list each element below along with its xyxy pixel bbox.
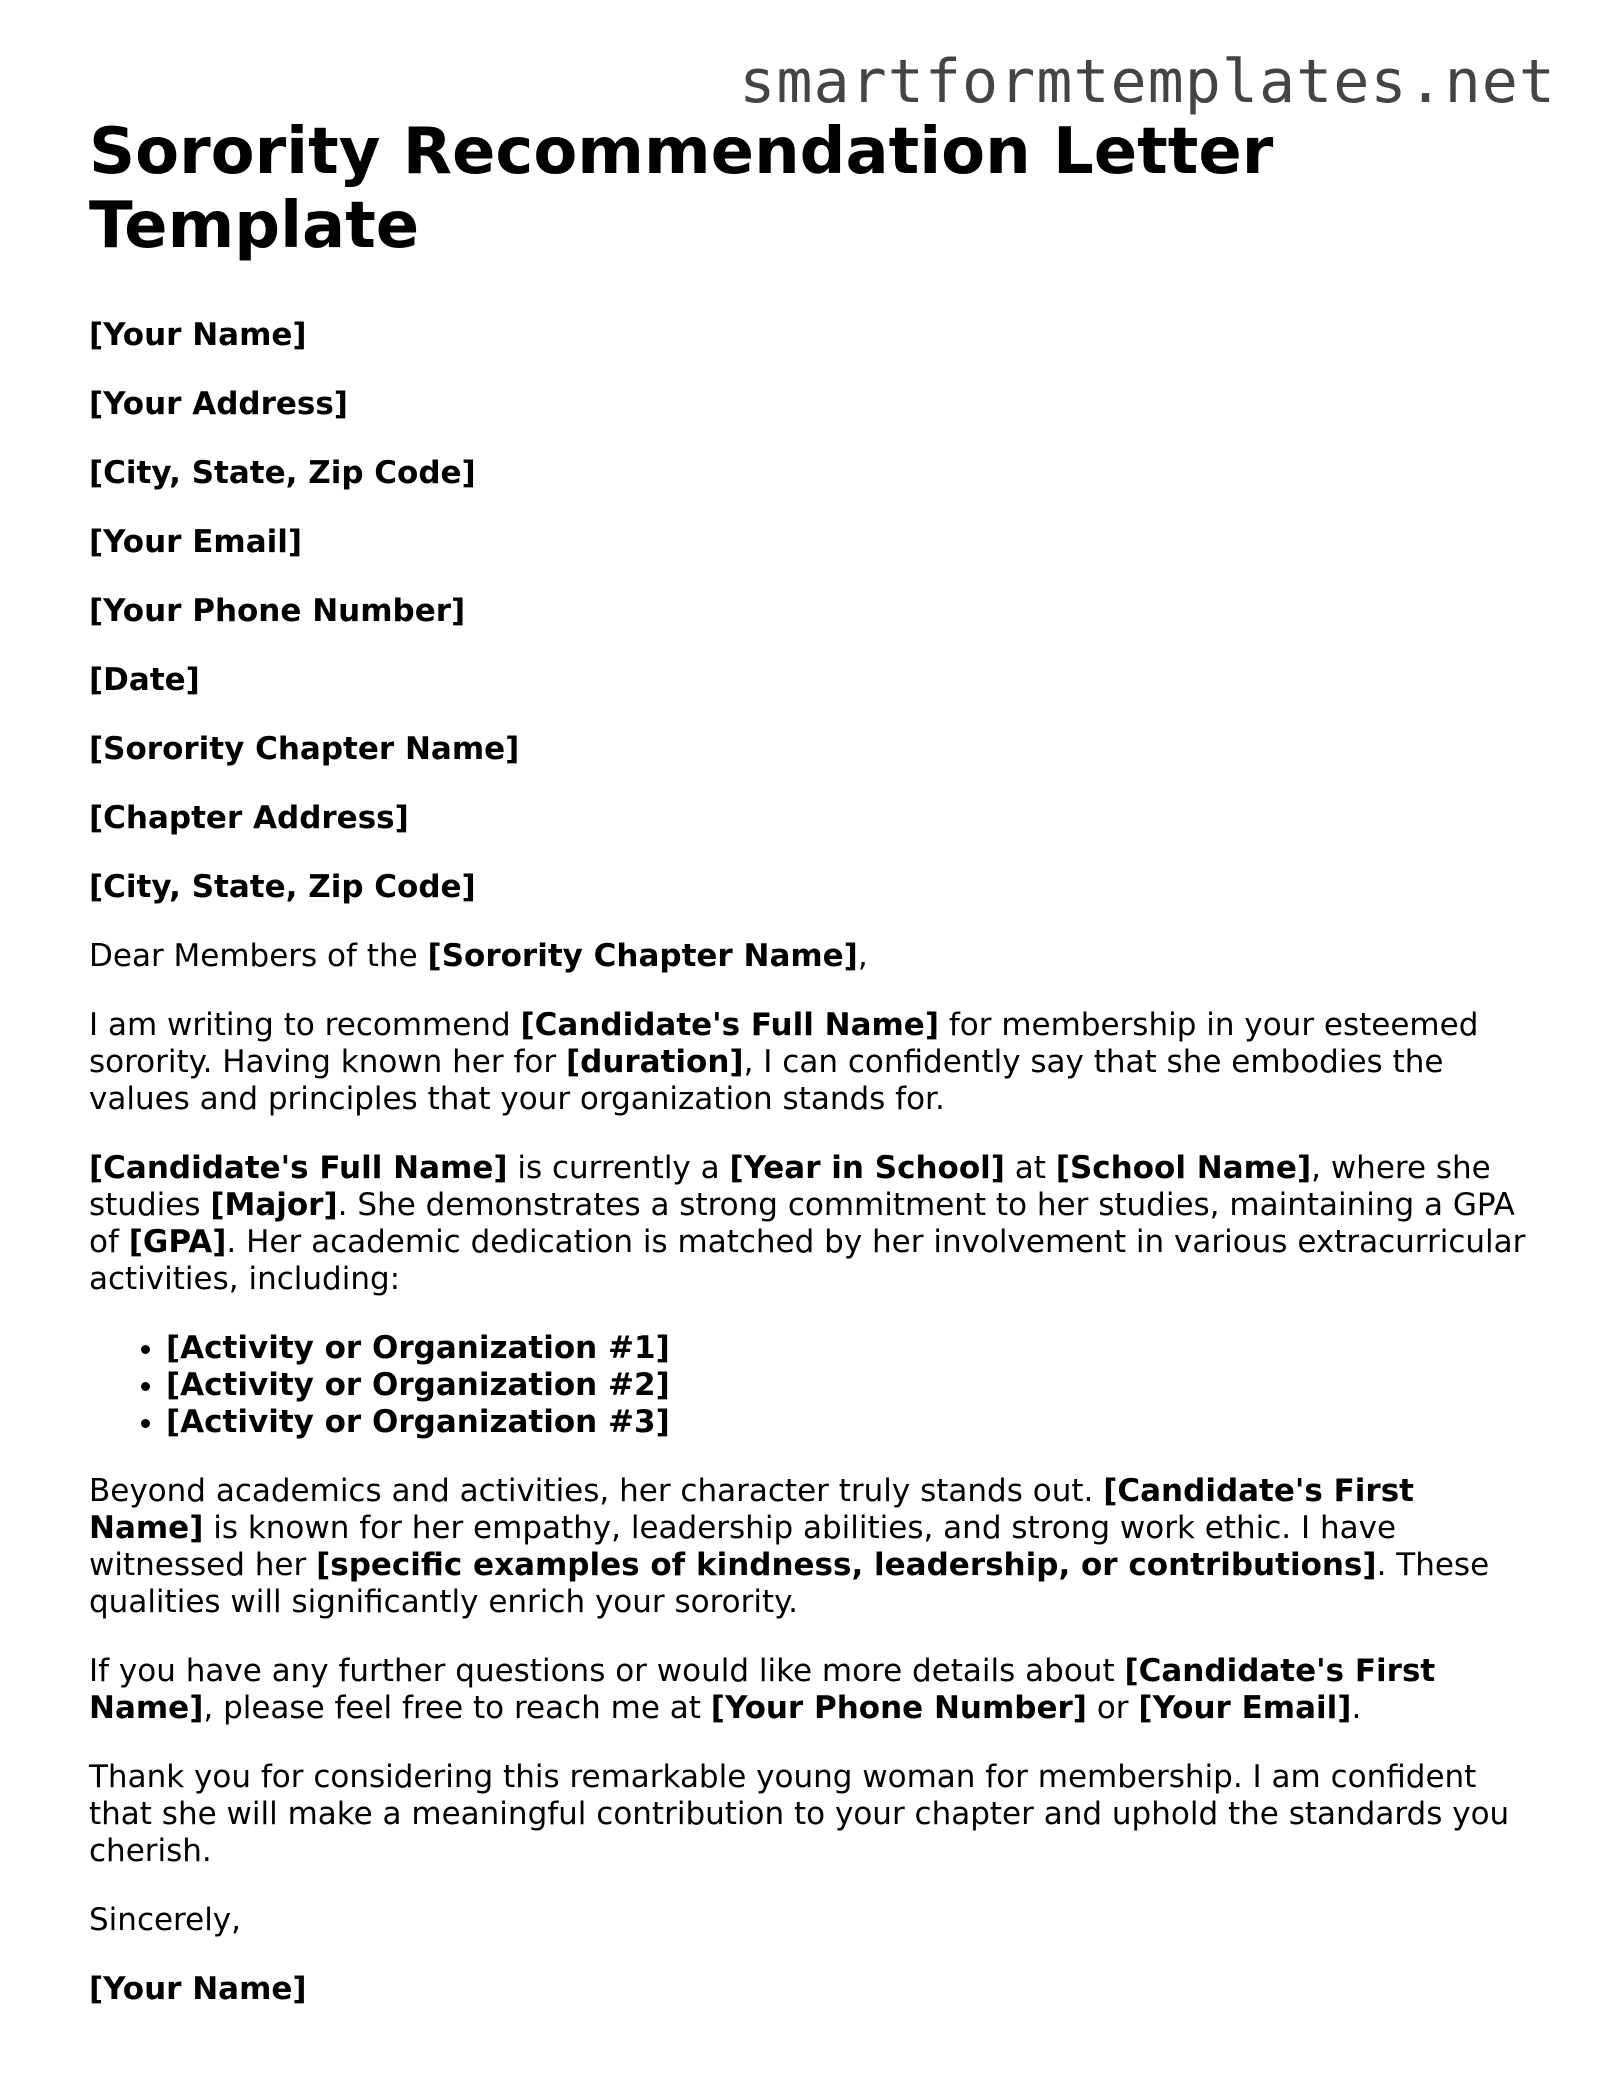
school-placeholder: [School Name] xyxy=(1055,1150,1312,1186)
paragraph-academics xyxy=(89,1150,1529,1298)
recipient-chapter-address: [Chapter Address] xyxy=(89,800,409,836)
sender-city-state-zip: [City, State, Zip Code] xyxy=(89,455,476,491)
activities-list xyxy=(89,1330,1529,1441)
text: at xyxy=(1004,1150,1056,1186)
text: or xyxy=(1086,1690,1139,1726)
paragraph-character xyxy=(89,1473,1529,1621)
salutation-chapter: [Sorority Chapter Name] xyxy=(427,938,858,974)
duration-placeholder: [duration] xyxy=(565,1044,744,1080)
candidate-first-name: [Candidate's First Name] xyxy=(89,1653,1436,1726)
text: is known for her empathy, leadership abilities, and strong work ethic. I have witnessed her xyxy=(89,1510,1397,1583)
letter-date: [Date] xyxy=(89,662,200,698)
recipient-city-state-zip: [City, State, Zip Code] xyxy=(89,869,476,905)
page-title: Sorority Recommendation Letter Template xyxy=(89,115,1274,263)
paragraph-contact xyxy=(89,1653,1529,1727)
candidate-first-name: [Candidate's First Name] xyxy=(89,1473,1414,1546)
text: . She demonstrates a strong commitment to her studies, maintaining a GPA of xyxy=(89,1187,1515,1260)
candidate-full-name: [Candidate's Full Name] xyxy=(520,1007,939,1043)
list-item: • [Activity or Organization #3] xyxy=(166,1404,1529,1441)
signature xyxy=(89,1971,1529,2008)
paragraph-thanks: Thank you for considering this remarkable young woman for membership. I am confident that she will make a meaningful contribution to your chapter and uphold the standards you cherish. xyxy=(89,1759,1510,1869)
text: Beyond academics and activities, her character truly stands out. xyxy=(89,1473,1104,1509)
sender-block xyxy=(89,317,1529,906)
phone-placeholder: [Your Phone Number] xyxy=(710,1690,1087,1726)
gpa-placeholder: [GPA] xyxy=(128,1224,227,1260)
text: If you have any further questions or would like more details about xyxy=(89,1653,1125,1689)
text: . xyxy=(1351,1690,1362,1726)
text: . Her academic dedication is matched by her involvement in various extracurricular activities, including: xyxy=(89,1224,1526,1297)
major-placeholder: [Major] xyxy=(210,1187,338,1223)
text: is currently a xyxy=(507,1150,730,1186)
paragraph-intro xyxy=(89,1007,1529,1118)
email-placeholder: [Your Email] xyxy=(1138,1690,1352,1726)
text: for membership in your esteemed sorority. Having known her for xyxy=(89,1007,1479,1080)
text: , where she studies xyxy=(89,1150,1491,1223)
text: I am writing to recommend xyxy=(89,1007,521,1043)
recipient-chapter-name: [Sorority Chapter Name] xyxy=(89,731,520,767)
candidate-full-name: [Candidate's Full Name] xyxy=(89,1150,508,1186)
salutation-prefix: Dear Members of the xyxy=(89,938,428,974)
list-item: • [Activity or Organization #1] xyxy=(166,1330,1529,1367)
year-placeholder: [Year in School] xyxy=(729,1150,1005,1186)
sender-address: [Your Address] xyxy=(89,386,348,422)
letter-document xyxy=(89,115,1529,2008)
watermark-site: smartformtemplates.net xyxy=(739,47,1556,117)
text: , I can confidently say that she embodies the values and principles that your organization stands for. xyxy=(89,1044,1444,1117)
text: . These qualities will significantly enrich your sorority. xyxy=(89,1547,1490,1620)
salutation-suffix: , xyxy=(857,938,868,974)
sender-email: [Your Email] xyxy=(89,524,303,560)
closing: Sincerely, xyxy=(89,1902,242,1938)
salutation xyxy=(89,938,1529,975)
sender-name: [Your Name] xyxy=(89,317,307,353)
sender-phone: [Your Phone Number] xyxy=(89,593,466,629)
list-item: • [Activity or Organization #2] xyxy=(166,1367,1529,1404)
examples-placeholder: [specific examples of kindness, leadership, or contributions] xyxy=(316,1547,1377,1583)
signature-name: [Your Name] xyxy=(89,1971,307,2007)
text: , please feel free to reach me at xyxy=(203,1690,711,1726)
